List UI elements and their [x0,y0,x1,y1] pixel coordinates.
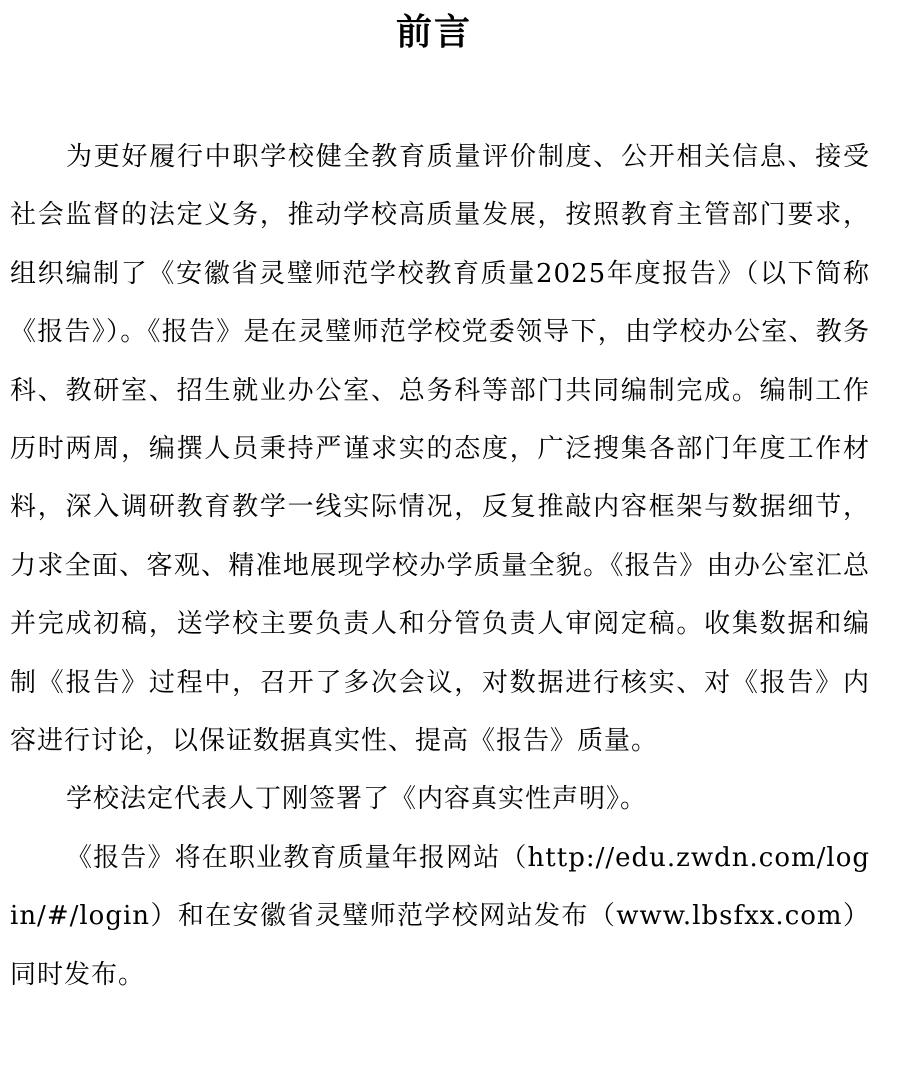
paragraph-legal-representative: 学校法定代表人丁刚签署了《内容真实性声明》。 [66,784,648,815]
publication-text-end: ）同时发布。 [10,901,870,990]
document-title: 前言 [395,12,472,53]
school-website-link[interactable]: www.lbsfxx.com [616,901,843,932]
publication-text-middle: ）和在安徽省灵璧师范学校网站发布（ [150,901,617,932]
document-body [10,128,870,1004]
publication-text-start: 《报告》将在职业教育质量年报网站（ [66,842,528,873]
paragraph-report-compilation: 为更好履行中职学校健全教育质量评价制度、公开相关信息、接受社会监督的法定义务，推动学校高质量发展，按照教育主管部门要求，组织编制了《安徽省灵璧师范学校教育质量2025年度报告》（以下简称《报告》）。《报告》是在灵璧师范学校党委领导下，由学校办公室、教务科、教研室、招生就业办公室、总务科等部门共同编制完成。编制工作历时两周，编撰人员秉持严谨求实的态度，广泛搜集各部门年度工作材料，深入调研教育教学一线实际情况，反复推敲内容框架与数据细节，力求全面、客观、精准地展现学校办学质量全貌。《报告》由办公室汇总并完成初稿，送学校主要负责人和分管负责人审阅定稿。收集数据和编制《报告》过程中，召开了多次会议，对数据进行核实、对《报告》内容进行讨论，以保证数据真实性、提高《报告》质量。 [10,142,870,757]
paragraph-publication [10,829,870,1004]
quality-report-website-link[interactable]: http://edu.zwdn.com/login/#/login [10,842,870,932]
